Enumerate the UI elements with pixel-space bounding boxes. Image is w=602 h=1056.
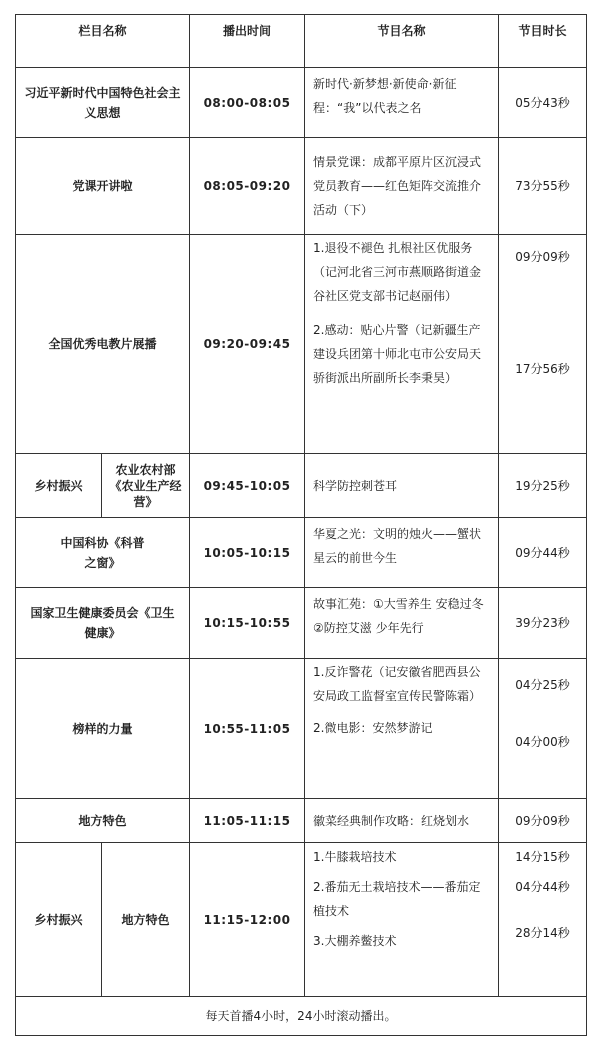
duration-cell [499,235,587,454]
table-row [16,235,587,454]
program-name: 徽菜经典制作攻略：红烧划水 [305,799,499,843]
program-name: 新时代·新梦想·新使命·新征程：“我”以代表之名 [305,68,499,138]
column-name: 党课开讲啦 [16,138,190,235]
table-row [16,799,587,843]
column-name: 榜样的力量 [16,659,190,799]
column-name: 习近平新时代中国特色社会主义思想 [16,68,190,138]
air-time: 11:15-12:00 [190,843,305,997]
header-duration: 节目时长 [499,15,587,68]
duration: 09分09秒 [499,799,587,843]
program-cell [305,659,499,799]
table-row [16,68,587,138]
duration: 39分23秒 [499,588,587,659]
column-name: 全国优秀电教片展播 [16,235,190,454]
table-row [16,588,587,659]
duration: 09分44秒 [499,518,587,588]
duration: 04分00秒 [515,735,570,749]
header-air-time: 播出时间 [190,15,305,68]
column-name: 乡村振兴 [16,454,102,518]
program-name: 1.反诈警花（记安徽省肥西县公安局政工监督室宣传民警陈霜） [313,665,482,703]
air-time: 10:55-11:05 [190,659,305,799]
duration-cell [499,659,587,799]
program-cell [305,235,499,454]
footer-row [16,997,587,1036]
duration: 05分43秒 [499,68,587,138]
air-time: 09:20-09:45 [190,235,305,454]
table-row [16,518,587,588]
program-cell [305,843,499,997]
program-name: 故事汇苑：①大雪养生 安稳过冬②防控艾滋 少年先行 [305,588,499,659]
table-row [16,659,587,799]
program-name: 2.感动：贴心片警（记新疆生产建设兵团第十师北屯市公安局天骄街派出所副所长李秉昊） [313,323,482,385]
duration: 09分09秒 [515,250,570,264]
duration: 73分55秒 [499,138,587,235]
air-time: 08:05-09:20 [190,138,305,235]
table-row [16,138,587,235]
air-time: 11:05-11:15 [190,799,305,843]
program-name: 1.退役不褪色 扎根社区优服务（记河北省三河市燕顺路街道金谷社区党支部书记赵丽伟） [313,241,482,303]
duration: 14分15秒 [515,850,570,864]
duration-cell [499,843,587,997]
duration: 04分25秒 [515,678,570,692]
header-column-name: 栏目名称 [16,15,190,68]
program-name: 3.大棚养鳖技术 [313,934,397,948]
footer-note: 每天首播4小时，24小时滚动播出。 [16,997,587,1036]
duration: 17分56秒 [515,362,570,376]
column-name: 乡村振兴 [16,843,102,997]
air-time: 08:00-08:05 [190,68,305,138]
program-name: 2.番茄无土栽培技术——番茄定植技术 [313,880,481,918]
program-name: 情景党课：成都平原片区沉浸式党员教育——红色矩阵交流推介活动（下） [305,138,499,235]
air-time: 09:45-10:05 [190,454,305,518]
table-row [16,454,587,518]
table-row [16,843,587,997]
air-time: 10:05-10:15 [190,518,305,588]
duration: 28分14秒 [515,926,570,940]
program-name: 2.微电影：安然梦游记 [313,721,433,735]
duration: 04分44秒 [515,880,570,894]
column-name: 中国科协《科普之窗》 [16,518,190,588]
header-program-name: 节目名称 [305,15,499,68]
program-name: 科学防控刺苍耳 [305,454,499,518]
column-name: 地方特色 [16,799,190,843]
sub-column-name: 农业农村部《农业生产经营》 [102,454,190,518]
header-row [16,15,587,68]
air-time: 10:15-10:55 [190,588,305,659]
column-name: 国家卫生健康委员会《卫生健康》 [16,588,190,659]
schedule-table [15,14,587,1036]
program-name: 1.牛膝栽培技术 [313,850,397,864]
program-name: 华夏之光：文明的烛火——蟹状星云的前世今生 [305,518,499,588]
sub-column-name: 地方特色 [102,843,190,997]
duration: 19分25秒 [499,454,587,518]
